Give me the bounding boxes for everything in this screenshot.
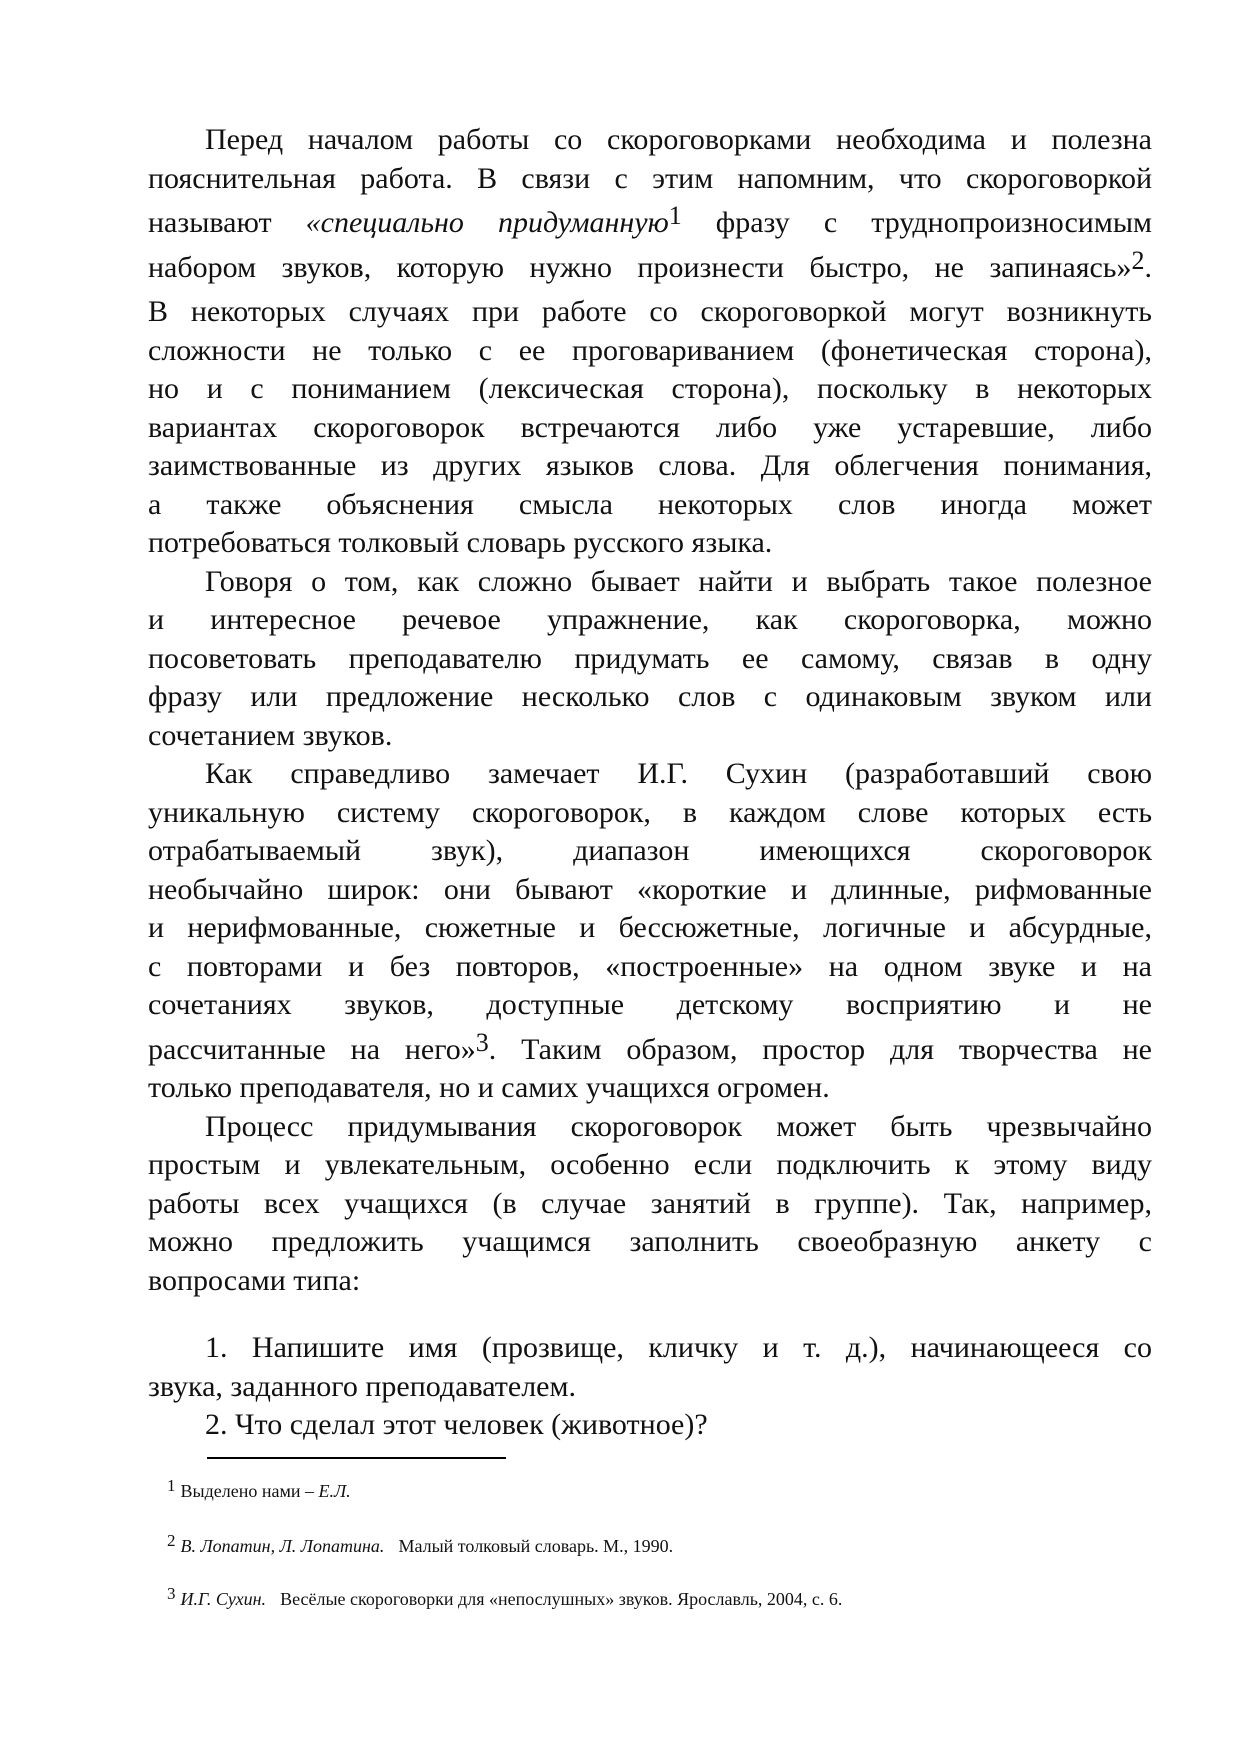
footnote-ref: 1 — [668, 201, 682, 230]
list-item — [148, 1329, 1152, 1406]
text-line — [148, 1406, 1152, 1445]
text-run: уникальную систему скороговорок, в каждом слове которых есть — [148, 795, 1152, 829]
text-run: Как справедливо замечает И.Г. Сухин (разработавший свою — [205, 757, 1152, 790]
text-run: называют — [148, 206, 306, 239]
text-line — [148, 486, 1152, 525]
text-run: вопросами типа: — [148, 1263, 361, 1297]
text-run: сочетаниях звуков, доступные детскому восприятию и не — [148, 988, 1152, 1021]
text-run: но и с пониманием (лексическая сторона), поскольку в некоторых — [148, 372, 1152, 405]
footnote-number: 2 — [167, 1531, 176, 1550]
text-line — [148, 909, 1152, 948]
text-line — [148, 370, 1152, 409]
text-run: посоветовать преподавателю придумать ее самому, связав в одну — [148, 641, 1152, 675]
text-line — [148, 678, 1152, 717]
text-run: простым и увлекательным, особенно если подключить к этому виду — [148, 1148, 1152, 1181]
footnote-text: Выделено нами – — [180, 1481, 319, 1501]
italic-quote: «специально придуманную — [305, 206, 669, 239]
paragraph — [148, 1108, 1152, 1301]
text-line — [148, 640, 1152, 679]
text-run: а также объяснения смысла некоторых слов иногда может — [148, 487, 1152, 521]
footnote-text: Весёлые скороговорки для «непослушных» звуков. Ярославль, 2004, с. 6. — [280, 1589, 843, 1609]
footnote-authors: В. Лопатин, Л. Лопатина. — [180, 1536, 385, 1556]
text-line — [148, 245, 1152, 288]
text-line — [148, 717, 1152, 756]
paragraph — [148, 121, 1152, 563]
footnote-ref: 3 — [475, 1027, 489, 1057]
text-line — [148, 1368, 1152, 1407]
footnote-number: 3 — [167, 1584, 176, 1603]
text-line — [148, 1146, 1152, 1185]
text-run: вариантах скороговорок встречаются либо уже устаревшие, либо — [148, 410, 1152, 444]
list-item — [148, 1406, 1152, 1445]
text-line — [148, 948, 1152, 987]
text-run: В некоторых случаях при работе со скороговоркой могут возникнуть — [148, 295, 1152, 328]
text-run: фразу или предложение несколько слов с одинаковым звуком или — [148, 680, 1152, 713]
text-line — [148, 121, 1152, 160]
text-line — [148, 293, 1152, 332]
text-run: Говоря о том, как сложно бывает найти и выбрать такое полезное — [205, 564, 1152, 598]
text-line — [148, 409, 1152, 448]
text-run: . — [1144, 250, 1152, 284]
text-line — [148, 794, 1152, 833]
paragraph — [148, 563, 1152, 756]
paragraph — [148, 755, 1152, 1108]
footnote-3 — [167, 1584, 842, 1610]
text-line — [148, 201, 1152, 243]
text-run: заимствованные из других языков слова. Для облегчения понимания, — [148, 449, 1152, 482]
footnote-number: 1 — [167, 1476, 176, 1495]
text-line — [148, 601, 1152, 640]
text-run: Перед началом работы со скороговорками необходима и полезна — [205, 123, 1152, 156]
text-line — [148, 1069, 1152, 1108]
text-run: с повторами и без повторов, «построенные» на одном звуке и на — [148, 949, 1152, 983]
footnote-2 — [167, 1531, 673, 1557]
text-run: потребоваться толковый словарь русского языка. — [148, 526, 773, 559]
text-run: отрабатываемый звук), диапазон имеющихся скороговорок — [148, 834, 1152, 867]
text-line — [148, 832, 1152, 871]
text-run: фразу с труднопроизносимым — [681, 206, 1152, 239]
body-text — [148, 121, 1152, 1445]
text-run: работы всех учащихся (в случае занятий в группе). Так, например, — [148, 1186, 1152, 1220]
text-run: 2. Что сделал этот человек (животное)? — [205, 1408, 708, 1441]
text-run: сложности не только с ее проговариванием (фонетическая сторона), — [148, 333, 1152, 367]
text-run: звука, заданного преподавателем. — [148, 1369, 576, 1403]
footnote-authors: И.Г. Сухин. — [180, 1589, 267, 1609]
text-line — [148, 1223, 1152, 1262]
footnote-ref: 2 — [1131, 245, 1145, 275]
text-run: можно предложить учащимся заполнить своеобразную анкету с — [148, 1225, 1152, 1258]
text-line — [148, 332, 1152, 371]
text-line — [148, 755, 1152, 794]
text-line — [148, 447, 1152, 486]
text-run: и интересное речевое упражнение, как скороговорка, можно — [148, 603, 1152, 636]
text-line — [148, 1262, 1152, 1301]
text-run: сочетанием звуков. — [148, 718, 393, 752]
text-line — [148, 1108, 1152, 1147]
text-run: 1. Напишите имя (прозвище, кличку и т. д.), начинающееся со — [205, 1331, 1152, 1364]
text-line — [148, 986, 1152, 1025]
list-spacer — [148, 1300, 1152, 1329]
text-line — [148, 563, 1152, 602]
footnote-separator — [207, 1457, 506, 1459]
text-run: пояснительная работа. В связи с этим напомним, что скороговоркой — [148, 161, 1152, 195]
text-line — [148, 871, 1152, 910]
footnote-1 — [167, 1476, 351, 1502]
text-line — [148, 1027, 1152, 1070]
text-line — [148, 160, 1152, 199]
text-run: и нерифмованные, сюжетные и бессюжетные, логичные и абсурдные, — [148, 911, 1152, 944]
footnote-author-initials: Е.Л. — [318, 1481, 351, 1501]
text-run: необычайно широк: они бывают «короткие и длинные, рифмованные — [148, 872, 1152, 906]
text-run: Процесс придумывания скороговорок может быть чрезвычайно — [205, 1109, 1152, 1143]
text-line — [148, 524, 1152, 563]
text-run: . Таким образом, простор для творчества не — [488, 1032, 1152, 1066]
text-line — [148, 1329, 1152, 1368]
text-run: набором звуков, которую нужно произнести быстро, не запинаясь» — [148, 250, 1132, 284]
footnote-text: Малый толковый словарь. М., 1990. — [398, 1536, 674, 1556]
text-run: рассчитанные на него» — [148, 1032, 476, 1066]
text-line — [148, 1185, 1152, 1224]
text-run: только преподавателя, но и самих учащихся огромен. — [148, 1071, 830, 1104]
